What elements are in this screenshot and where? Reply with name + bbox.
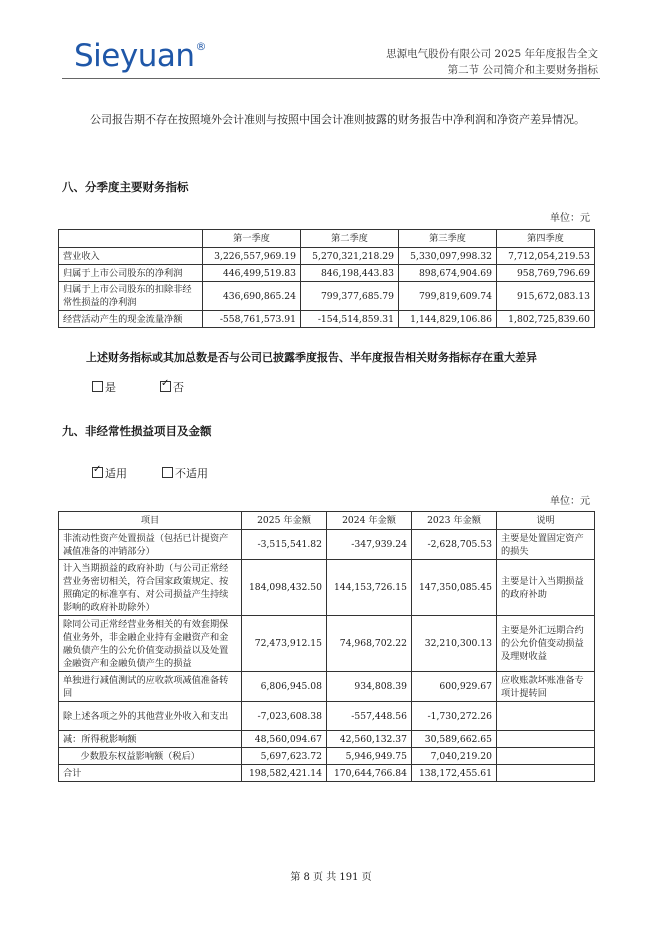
header-report-title: 思源电气股份有限公司 2025 年年度报告全文 [386, 48, 598, 60]
table-cell: 主要是处置固定资产的损失 [497, 530, 595, 560]
table-cell: 少数股东权益影响额（税后） [59, 748, 242, 765]
section9-unit: 单位：元 [550, 496, 590, 507]
table-cell: 主要是外汇远期合约的公允价值变动损益及理财收益 [497, 616, 595, 672]
intro-paragraph: 公司报告期不存在按照境外会计准则与按照中国会计准则披露的财务报告中净利润和净资产差异情况。 [90, 113, 585, 126]
table-cell: 应收账款坏账准备专项计提转回 [497, 672, 595, 702]
checkbox-icon [162, 467, 173, 478]
table-cell: 32,210,300.13 [412, 616, 497, 672]
table-cell: -2,628,705.53 [412, 530, 497, 560]
table-cell: 799,377,685.79 [301, 282, 399, 311]
table-cell: 除同公司正常经营业务相关的有效套期保值业务外，非金融企业持有金融资产和金融负债产生的公允价值变动损益以及处置金融资产和金融负债产生的损益 [59, 616, 242, 672]
table-header-cell: 说明 [497, 512, 595, 530]
table-cell: 72,473,912.15 [242, 616, 327, 672]
table-row [59, 702, 595, 731]
table-row [59, 731, 595, 748]
table-header-cell: 第二季度 [301, 230, 399, 248]
section8-title: 八、分季度主要财务指标 [62, 180, 189, 194]
table-cell: 经营活动产生的现金流量净额 [59, 311, 203, 328]
table-cell: 归属于上市公司股东的净利润 [59, 265, 203, 282]
table-cell: 144,153,726.15 [327, 560, 412, 616]
table-cell: 446,499,519.83 [203, 265, 301, 282]
checkbox-icon [92, 381, 103, 392]
table-cell: 915,672,083.13 [497, 282, 595, 311]
table-cell: 7,712,054,219.53 [497, 248, 595, 265]
table-cell: 7,040,219.20 [412, 748, 497, 765]
table-cell: 非流动性资产处置损益（包括已计提资产减值准备的冲销部分） [59, 530, 242, 560]
variance-question: 上述财务指标或其加总数是否与公司已披露季度报告、半年度报告相关财务指标存在重大差异 [86, 351, 537, 364]
table-cell: 147,350,085.45 [412, 560, 497, 616]
table-header-cell: 2023 年金额 [412, 512, 497, 530]
table-cell: 5,946,949.75 [327, 748, 412, 765]
table-cell: 958,769,796.69 [497, 265, 595, 282]
table-cell: 5,270,321,218.29 [301, 248, 399, 265]
table-cell: 198,582,421.14 [242, 765, 327, 782]
table-cell [497, 702, 595, 731]
table-row [59, 748, 595, 765]
table-cell: -347,939.24 [327, 530, 412, 560]
table-header-cell: 2024 年金额 [327, 512, 412, 530]
header-section-title: 第二节 公司简介和主要财务指标 [447, 64, 598, 76]
table-cell: -557,448.56 [327, 702, 412, 731]
table-header-cell: 第一季度 [203, 230, 301, 248]
table-row [59, 530, 595, 560]
checked-checkbox-icon [160, 381, 171, 392]
table-cell: 营业收入 [59, 248, 203, 265]
table-cell: -558,761,573.91 [203, 311, 301, 328]
checked-checkbox-icon [92, 467, 103, 478]
table-header-cell: 2025 年金额 [242, 512, 327, 530]
table-row [59, 265, 595, 282]
table-cell [497, 731, 595, 748]
table-row [59, 560, 595, 616]
table-cell: 单独进行减值测试的应收款项减值准备转回 [59, 672, 242, 702]
table-cell: 6,806,945.08 [242, 672, 327, 702]
table-cell: 计入当期损益的政府补助（与公司正常经营业务密切相关，符合国家政策规定、按照确定的标准享有、对公司损益产生持续影响的政府补助除外） [59, 560, 242, 616]
table-cell: -1,730,272.26 [412, 702, 497, 731]
table-cell: 合计 [59, 765, 242, 782]
table-cell: 30,589,662.65 [412, 731, 497, 748]
table-cell: 减：所得税影响额 [59, 731, 242, 748]
non-recurring-items-table [58, 511, 595, 782]
section9-title: 九、非经常性损益项目及金额 [62, 424, 212, 438]
table-cell: 3,226,557,969.19 [203, 248, 301, 265]
table-cell: 74,968,702.22 [327, 616, 412, 672]
table-header-cell: 第三季度 [399, 230, 497, 248]
table-cell: 5,330,097,998.32 [399, 248, 497, 265]
table-cell: 归属于上市公司股东的扣除非经常性损益的净利润 [59, 282, 203, 311]
option-not-applicable[interactable]: 不适用 [162, 465, 208, 481]
table-row [59, 248, 595, 265]
table-cell: 600,929.67 [412, 672, 497, 702]
table-cell [497, 748, 595, 765]
table-header-cell: 项目 [59, 512, 242, 530]
table-cell: 436,690,865.24 [203, 282, 301, 311]
table-cell: 138,172,455.61 [412, 765, 497, 782]
table-row [59, 765, 595, 782]
quarterly-financials-table [58, 229, 595, 328]
company-logo: Sieyuan® [74, 38, 206, 74]
table-cell: 1,802,725,839.60 [497, 311, 595, 328]
table-row [59, 616, 595, 672]
table-cell: 42,560,132.37 [327, 731, 412, 748]
table-cell: 898,674,904.69 [399, 265, 497, 282]
table-cell: 170,644,766.84 [327, 765, 412, 782]
table-cell: -3,515,541.82 [242, 530, 327, 560]
section8-unit: 单位：元 [550, 213, 590, 224]
table-cell: 5,697,623.72 [242, 748, 327, 765]
table-header-cell [59, 230, 203, 248]
header-divider [62, 78, 600, 79]
option-yes[interactable]: 是 [92, 379, 116, 395]
page-footer: 第 8 页 共 191 页 [290, 872, 372, 883]
table-cell: -7,023,608.38 [242, 702, 327, 731]
option-applicable[interactable]: ✓适用 [92, 465, 127, 481]
table-cell: -154,514,859.31 [301, 311, 399, 328]
table-cell: 48,560,094.67 [242, 731, 327, 748]
table-cell: 799,819,609.74 [399, 282, 497, 311]
table-cell: 除上述各项之外的其他营业外收入和支出 [59, 702, 242, 731]
table-row [59, 282, 595, 311]
table-cell: 846,198,443.83 [301, 265, 399, 282]
table-row [59, 672, 595, 702]
table-cell: 1,144,829,106.86 [399, 311, 497, 328]
table-row [59, 311, 595, 328]
table-header-cell: 第四季度 [497, 230, 595, 248]
table-cell: 934,808.39 [327, 672, 412, 702]
table-cell [497, 765, 595, 782]
option-no[interactable]: ✓ 否 [160, 379, 184, 395]
table-cell: 184,098,432.50 [242, 560, 327, 616]
table-cell: 主要是计入当期损益的政府补助 [497, 560, 595, 616]
